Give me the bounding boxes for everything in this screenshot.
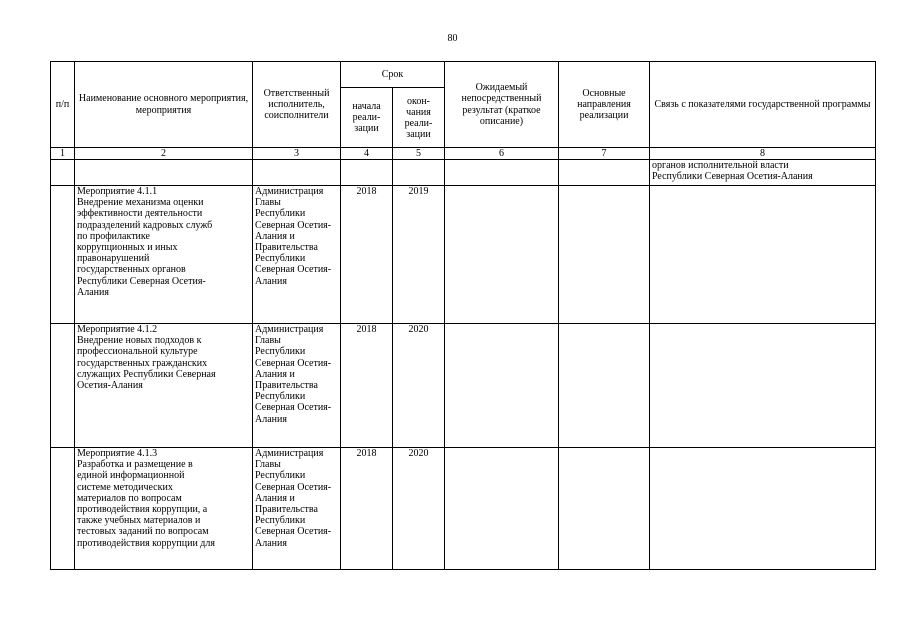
end-year: 2020: [393, 448, 445, 570]
text-line: противодействия коррупции для: [77, 537, 215, 549]
text-line: материалов по вопросам: [77, 492, 182, 504]
text-line: Внедрение новых подходов к: [77, 335, 202, 347]
text-line: единой информационной: [77, 470, 185, 482]
text-line: органов исполнительной власти: [652, 160, 789, 171]
text-line: Республики Северная Осетия-Алания: [652, 171, 813, 183]
header-name: Наименование основного мероприятия, мероприятия: [75, 62, 253, 148]
start-year: 2018: [341, 448, 393, 570]
page-number: 80: [447, 33, 458, 44]
text-line: Алания: [255, 413, 287, 425]
text-line: Мероприятие 4.1.1: [77, 186, 158, 197]
column-number: 6: [445, 148, 559, 160]
link-cell: [650, 160, 876, 186]
end-year: 2020: [393, 324, 445, 448]
header-start: начала реали-зации: [341, 88, 393, 148]
text-line: Республики: [255, 470, 306, 482]
text-line: Администрация: [255, 186, 324, 197]
text-line: служащих Республики Северная: [77, 368, 216, 380]
responsible-cell: [253, 186, 341, 324]
continuation-row: [51, 160, 876, 186]
text-line: Мероприятие 4.1.2: [77, 324, 158, 335]
text-line: Алания: [255, 275, 287, 287]
header-responsible: Ответственный исполнитель, соисполнители: [253, 62, 341, 148]
text-line: Алания: [77, 286, 109, 298]
text-line: Северная Осетия-: [255, 219, 332, 231]
table-row: [51, 186, 876, 324]
text-line: Алания и: [255, 368, 295, 380]
end-year: 2019: [393, 186, 445, 324]
responsible-cell: [253, 324, 341, 448]
header-num: п/п: [51, 62, 75, 148]
text-line: Правительства: [255, 504, 318, 516]
text-line: Северная Осетия-: [255, 526, 332, 538]
text-line: эффективности деятельности: [77, 208, 203, 220]
text-line: Алания: [255, 537, 287, 549]
text-line: Северная Осетия-: [255, 402, 332, 414]
text-line: также учебных материалов и: [77, 515, 201, 527]
header-link: Связь с показателями государственной программы: [650, 62, 876, 148]
column-number-row: [51, 148, 876, 160]
text-line: Администрация: [255, 448, 324, 459]
column-number: 8: [650, 148, 876, 160]
text-line: системе методических: [77, 481, 173, 493]
text-line: Администрация: [255, 324, 324, 335]
text-line: Алания и: [255, 492, 295, 504]
text-line: Внедрение механизма оценки: [77, 197, 204, 209]
column-number: 4: [341, 148, 393, 160]
text-line: Северная Осетия-: [255, 357, 332, 369]
text-line: Республики: [255, 253, 306, 265]
text-line: Алания и: [255, 230, 295, 242]
text-line: Правительства: [255, 380, 318, 392]
table-row: [51, 448, 876, 570]
column-number: 5: [393, 148, 445, 160]
start-year: 2018: [341, 186, 393, 324]
text-line: Северная Осетия-: [255, 264, 332, 276]
column-number: 3: [253, 148, 341, 160]
text-line: Республики: [255, 515, 306, 527]
text-line: правонарушений: [77, 253, 150, 265]
text-line: профессиональной культуре: [77, 346, 198, 358]
header-directions: Основные направления реализации: [559, 62, 650, 148]
text-line: Республики: [255, 208, 306, 220]
measure-name-cell: [75, 324, 253, 448]
text-line: тестовых заданий по вопросам: [77, 526, 209, 538]
text-line: Северная Осетия-: [255, 481, 332, 493]
text-line: Главы: [255, 197, 281, 209]
header-period: Срок: [341, 62, 445, 88]
text-line: государственных гражданских: [77, 357, 208, 369]
start-year: 2018: [341, 324, 393, 448]
column-number: 2: [75, 148, 253, 160]
text-line: Республики: [255, 391, 306, 403]
text-line: Республики: [255, 346, 306, 358]
column-number: 7: [559, 148, 650, 160]
responsible-cell: [253, 448, 341, 570]
text-line: коррупционных и иных: [77, 242, 178, 254]
text-line: Разработка и размещение в: [77, 459, 193, 471]
measure-name-cell: [75, 448, 253, 570]
header-end: окон-чания реали-зации: [393, 88, 445, 148]
text-line: Правительства: [255, 242, 318, 254]
text-line: Мероприятие 4.1.3: [77, 448, 158, 459]
text-line: Главы: [255, 335, 281, 347]
text-line: подразделений кадровых служб: [77, 219, 213, 231]
column-number: 1: [51, 148, 75, 160]
measures-table: [50, 61, 876, 570]
text-line: государственных органов: [77, 264, 186, 276]
text-line: противодействия коррупции, а: [77, 504, 208, 516]
text-line: Осетия-Алания: [77, 380, 143, 392]
text-line: Республики Северная Осетия-: [77, 275, 206, 287]
text-line: по профилактике: [77, 230, 150, 242]
measure-name-cell: [75, 186, 253, 324]
header-result: Ожидаемый непосредственный результат (краткое описание): [445, 62, 559, 148]
text-line: Главы: [255, 459, 281, 471]
table-row: [51, 324, 876, 448]
